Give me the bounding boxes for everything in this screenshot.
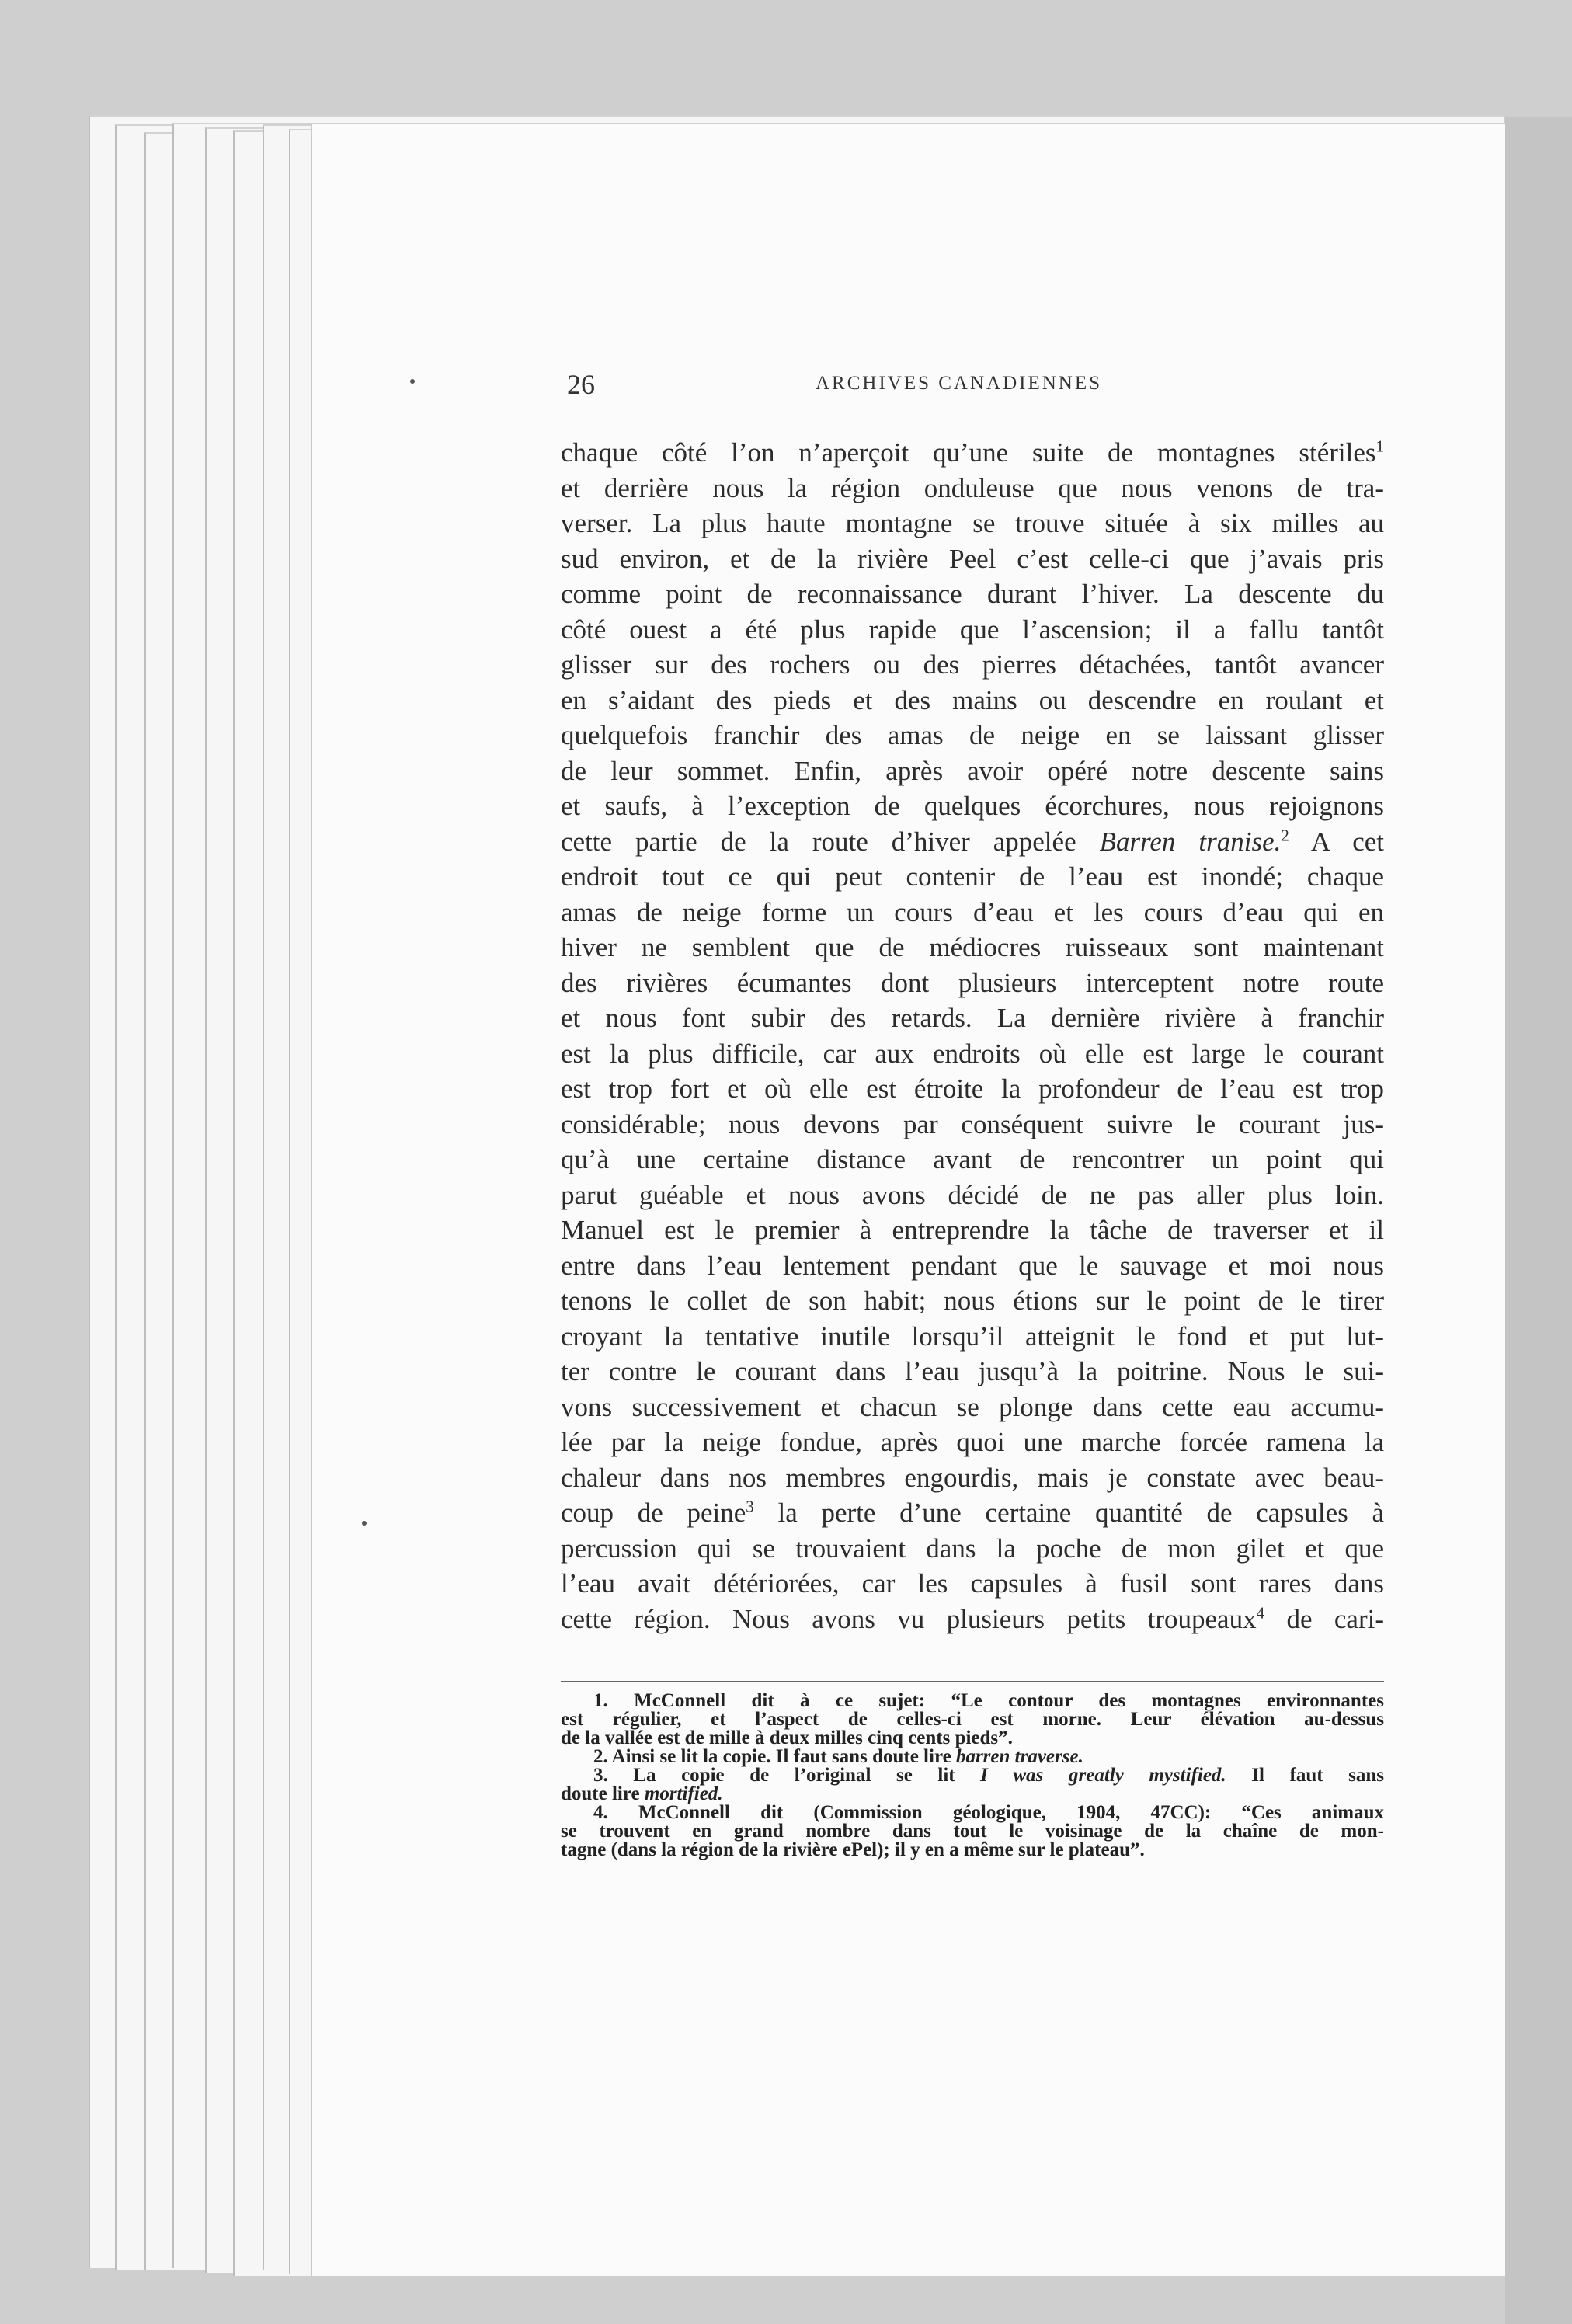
- text-line: et nous font subir des retards. La dernière rivière à franchir: [561, 1003, 1384, 1033]
- footnote-line: 2. Ainsi se lit la copie. Il faut sans doute lire barren traverse.: [593, 1746, 1083, 1767]
- text-line: cette partie de la route d’hiver appelée Barren tranise.$^2$ A cet: [561, 825, 1385, 857]
- text-line: quelquefois franchir des amas de neige en se laissant glisser: [561, 720, 1384, 750]
- speck-mark: [362, 1521, 367, 1526]
- text-line: lée par la neige fondue, après quoi une marche forcée ramena la: [561, 1427, 1384, 1457]
- speck-mark: [410, 379, 415, 384]
- footnote-divider: [561, 1681, 1384, 1682]
- text-line: entre dans l’eau lentement pendant que le sauvage et moi nous: [561, 1250, 1384, 1281]
- text-line: tenons le collet de son habit; nous étions sur le point de le tirer: [561, 1286, 1384, 1316]
- footnote-line: est régulier, et l’aspect de celles-ci est morne. Leur élévation au-dessus: [561, 1709, 1384, 1730]
- text-line: de leur sommet. Enfin, après avoir opéré notre descente sains: [561, 755, 1384, 786]
- text-line: cette région. Nous avons vu plusieurs petits troupeaux$^4$ de cari-: [561, 1602, 1385, 1634]
- text-line: considérable; nous devons par conséquent suivre le courant jus-: [561, 1108, 1384, 1139]
- text-line: comme point de reconnaissance durant l’hiver. La descente du: [561, 579, 1384, 609]
- text-line: l’eau avait détériorées, car les capsules à fusil sont rares dans: [561, 1568, 1384, 1599]
- text-line: verser. La plus haute montagne se trouve située à six milles au: [561, 508, 1384, 538]
- footnote-line: tagne (dans la région de la rivière ePel); il y en a même sur le plateau”.: [561, 1839, 1145, 1860]
- page-header: [567, 368, 1390, 407]
- footnote-line: se trouvent en grand nombre dans tout le voisinage de la chaîne de mon-: [561, 1821, 1384, 1842]
- text-line: amas de neige forme un cours d’eau et les cours d’eau qui en: [561, 896, 1384, 927]
- text-line: vons successivement et chacun se plonge dans cette eau accumu-: [561, 1391, 1384, 1422]
- page-number: 26: [567, 369, 595, 400]
- body-text: [561, 435, 1384, 1637]
- text-line: est trop fort et où elle est étroite la profondeur de l’eau est trop: [561, 1073, 1384, 1104]
- text-line: hiver ne semblent que de médiocres ruisseaux sont maintenant: [561, 932, 1384, 962]
- text-line: côté ouest a été plus rapide que l’ascension; il a fallu tantôt: [561, 614, 1384, 645]
- footnote-line: de la vallée est de mille à deux milles cinq cents pieds”.: [561, 1727, 1013, 1748]
- text-line: Manuel est le premier à entreprendre la tâche de traverser et il: [561, 1215, 1384, 1245]
- footnote-line: 3. La copie de l’original se lit I was greatly mystified. Il faut sans: [593, 1765, 1385, 1786]
- footnotes: [561, 1692, 1384, 1860]
- text-line: sud environ, et de la rivière Peel c’est celle-ci que j’avais pris: [561, 543, 1384, 574]
- text-line: chaleur dans nos membres engourdis, mais je constate avec beau-: [561, 1462, 1384, 1493]
- text-line: croyant la tentative inutile lorsqu’il atteignit le fond et put lut-: [561, 1320, 1384, 1352]
- text-line: en s’aidant des pieds et des mains ou descendre en roulant et: [561, 684, 1384, 715]
- text-line: chaque côté l’on n’aperçoit qu’une suite de montagnes stériles$^1$: [561, 437, 1384, 468]
- text-line: qu’à une certaine distance avant de rencontrer un point qui: [561, 1144, 1384, 1174]
- text-line: et saufs, à l’exception de quelques écorchures, nous rejoignons: [561, 791, 1384, 821]
- book-gutter-shadow: [1505, 117, 1572, 2324]
- text-line: et derrière nous la région onduleuse que nous venons de tra-: [561, 472, 1384, 503]
- text-line: est la plus difficile, car aux endroits où elle est large le courant: [561, 1038, 1384, 1069]
- footnote-line: 1. McConnell dit à ce sujet: “Le contour des montagnes environnantes: [593, 1690, 1384, 1711]
- footnote-line: doute lire mortified.: [561, 1783, 723, 1804]
- text-line: ter contre le courant dans l’eau jusqu’à la poitrine. Nous le sui-: [561, 1356, 1384, 1386]
- text-line: glisser sur des rochers ou des pierres détachées, tantôt avancer: [561, 649, 1384, 680]
- running-head: ARCHIVES CANADIENNES: [816, 373, 1103, 394]
- text-line: des rivières écumantes dont plusieurs interceptent notre route: [561, 967, 1384, 998]
- footnote-line: 4. McConnell dit (Commission géologique, 1904, 47CC): “Ces animaux: [593, 1802, 1384, 1823]
- text-line: percussion qui se trouvaient dans la poche de mon gilet et que: [561, 1533, 1384, 1564]
- text-line: parut guéable et nous avons décidé de ne pas aller plus loin.: [561, 1179, 1384, 1210]
- text-line: coup de peine$^3$ la perte d’une certaine quantité de capsules à: [561, 1497, 1385, 1528]
- text-line: endroit tout ce qui peut contenir de l’eau est inondé; chaque: [561, 861, 1384, 892]
